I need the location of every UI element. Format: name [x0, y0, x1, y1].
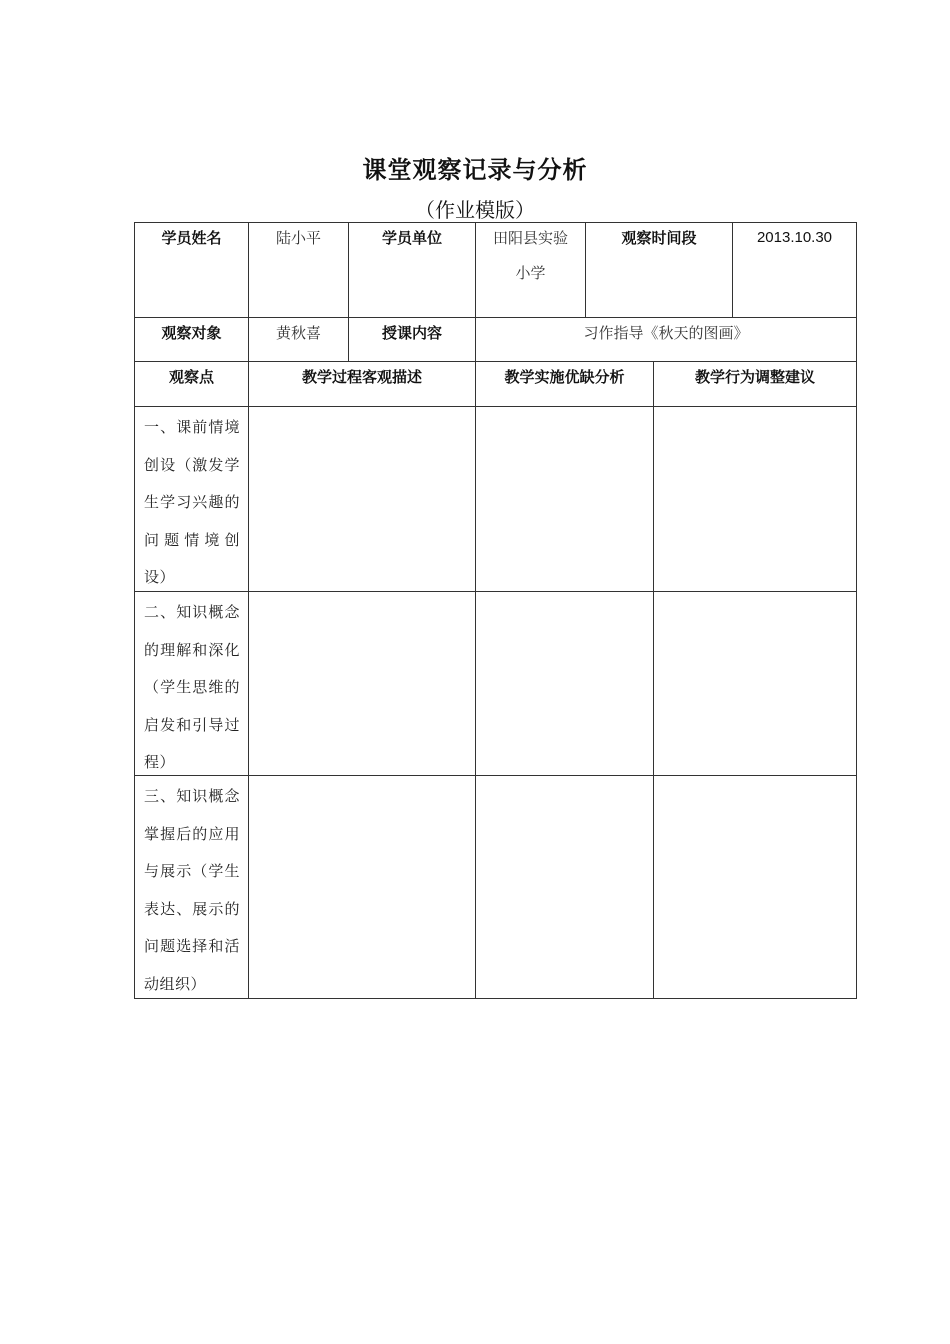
suggestion-cell-1[interactable] [653, 406, 857, 592]
column-header-analysis: 教学实施优缺分析 [475, 361, 654, 407]
observation-form-table [134, 222, 857, 999]
suggestion-cell-2[interactable] [653, 591, 857, 776]
lesson-content-label: 授课内容 [348, 317, 476, 362]
student-name-label: 学员姓名 [134, 222, 249, 318]
student-unit-value [475, 222, 586, 318]
lesson-content-value: 习作指导《秋天的图画》 [475, 317, 857, 362]
observation-point-1: 一、课前情境创设（激发学生学习兴趣的问题情境创设） [134, 406, 249, 592]
observation-target-value: 黄秋喜 [248, 317, 349, 362]
student-unit-line-2: 小学 [515, 264, 546, 282]
observation-time-label: 观察时间段 [585, 222, 733, 318]
student-unit-line-1: 田阳县实验 [492, 229, 568, 247]
description-cell-3[interactable] [248, 775, 476, 999]
analysis-cell-1[interactable] [475, 406, 654, 592]
observation-target-label: 观察对象 [134, 317, 249, 362]
student-unit-label: 学员单位 [348, 222, 476, 318]
column-header-description: 教学过程客观描述 [248, 361, 476, 407]
description-cell-2[interactable] [248, 591, 476, 776]
analysis-cell-3[interactable] [475, 775, 654, 999]
column-header-suggestion: 教学行为调整建议 [653, 361, 857, 407]
suggestion-cell-3[interactable] [653, 775, 857, 999]
document-subtitle: （作业模版） [415, 198, 535, 222]
document-title: 课堂观察记录与分析 [362, 156, 588, 184]
observation-point-3: 三、知识概念掌握后的应用与展示（学生表达、展示的问题选择和活动组织） [134, 775, 249, 999]
analysis-cell-2[interactable] [475, 591, 654, 776]
column-header-point: 观察点 [134, 361, 249, 407]
student-name-value: 陆小平 [248, 222, 349, 318]
observation-point-2: 二、知识概念的理解和深化（学生思维的启发和引导过程） [134, 591, 249, 776]
description-cell-1[interactable] [248, 406, 476, 592]
observation-time-value: 2013.10.30 [732, 222, 857, 318]
